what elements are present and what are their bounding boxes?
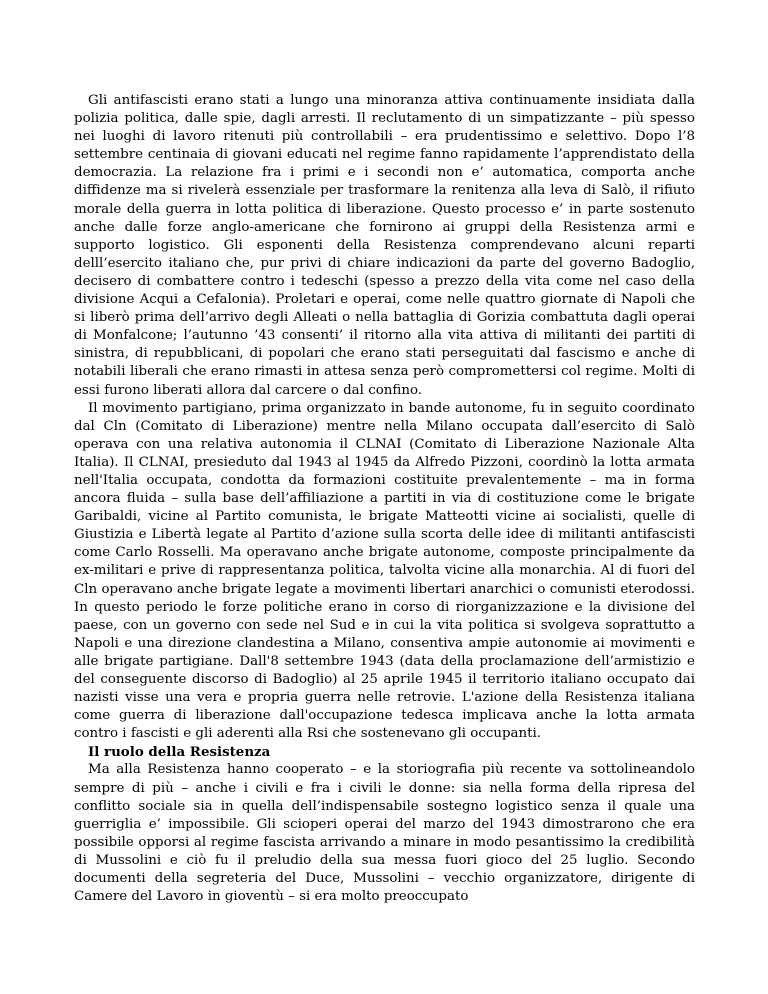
paragraph-antifascisti: Gli antifascisti erano stati a lungo una minoranza attiva continuamente insidiata dalla polizia politica, dalle spie, dagli arresti. Il reclutamento di un simpatizzante – più spesso nei luoghi di lavoro ritenuti più controllabili – era prudentissimo e selettivo. Dopo l’8 settembre centinaia di giovani educati nel regime fanno rapidamente l’apprendistato della democrazia. La relazione fra i primi e i secondi non e’ automatica, comporta anche diffidenze ma si rivelerà essenziale per trasformare la renitenza alla leva di Salò, il rifiuto morale della guerra in lotta politica di liberazione. Questo processo e’ in parte sostenuto anche dalle forze anglo-americane che fornirono ai gruppi della Resistenza armi e supporto logistico. Gli esponenti della Resistenza comprendevano alcuni reparti delll’esercito italiano che, pur privi di chiare indicazioni da parte del governo Badoglio, decisero di combattere contro i tedeschi (spesso a prezzo della vita come nel caso della divisione Acqui a Cefalonia). Proletari e operai, come nelle quattro giornate di Napoli che si liberò prima dell’arrivo degli Alleati o nella battaglia di Gorizia combattuta dagli operai di Monfalcone; l’autunno ’43 consenti’ il ritorno alla vita attiva di militanti dei partiti di sinistra, di repubblicani, di popolari che erano stati perseguitati dal fascismo e anche di notabili liberali che erano rimasti in attesa senza però compromettersi col regime. Molti di essi furono liberati allora dal carcere o dal confino. bbox=[74, 93, 695, 398]
document-page bbox=[74, 92, 695, 906]
paragraph-ruolo-resistenza: Ma alla Resistenza hanno cooperato – e la storiografia più recente va sottolineandolo sempre di più – anche i civili e fra i civili le donne: sia nella forma della ripresa del conflitto sociale sia in quella dell’indispensabile sostegno logistico senza il quale una guerriglia e’ impossibile. Gli scioperi operai del marzo del 1943 dimostrarono che era possibile opporsi al regime fascista arrivando a minare in modo pesantissimo la credibilità di Mussolini e ciò fu il preludio della sua messa fuori gioco del 25 luglio. Secondo documenti della segreteria del Duce, Mussolini – vecchio organizzatore, dirigente di Camere del Lavoro in gioventù – si era molto preoccupato bbox=[74, 762, 695, 905]
section-heading: Il ruolo della Resistenza bbox=[88, 744, 271, 761]
paragraph-movimento-partigiano: Il movimento partigiano, prima organizzato in bande autonome, fu in seguito coordinato dal Cln (Comitato di Liberazione) mentre nella Milano occupata dall’esercito di Salò operava con una relativa autonomia il CLNAI (Comitato di Liberazione Nazionale Alta Italia). Il CLNAI, presieduto dal 1943 al 1945 da Alfredo Pizzoni, coordinò la lotta armata nell'Italia occupata, condotta da formazioni costituite prevalentemente – ma in forma ancora fluida – sulla base dell’affiliazione a partiti in via di costituzione come le brigate Garibaldi, vicine al Partito comunista, le brigate Matteotti vicine ai socialisti, quelle di Giustizia e Libertà legate al Partito d’azione sulla scorta delle idee di militanti antifascisti come Carlo Rosselli. Ma operavano anche brigate autonome, composte principalmente da ex-militari e prive di rappresentanza politica, talvolta vicine alla monarchia. Al di fuori del Cln operavano anche brigate legate a movimenti libertari anarchici o comunisti eterodossi. In questo periodo le forze politiche erano in corso di riorganizzazione e la divisione del paese, con un governo con sede nel Sud e in cui la vita politica si svolgeva soprattutto a Napoli e una direzione clandestina a Milano, consentiva ampie autonomie ai movimenti e alle brigate partigiane. Dall'8 settembre 1943 (data della proclamazione dell’armistizio e del conseguente discorso di Badoglio) al 25 aprile 1945 il territorio italiano occupato dai nazisti visse una vera e propria guerra nelle retrovie. L'azione della Resistenza italiana come guerra di liberazione dall'occupazione tedesca implicava anche la lotta armata contro i fascisti e gli aderenti alla Rsi che sostenevano gli occupanti. bbox=[74, 400, 695, 742]
